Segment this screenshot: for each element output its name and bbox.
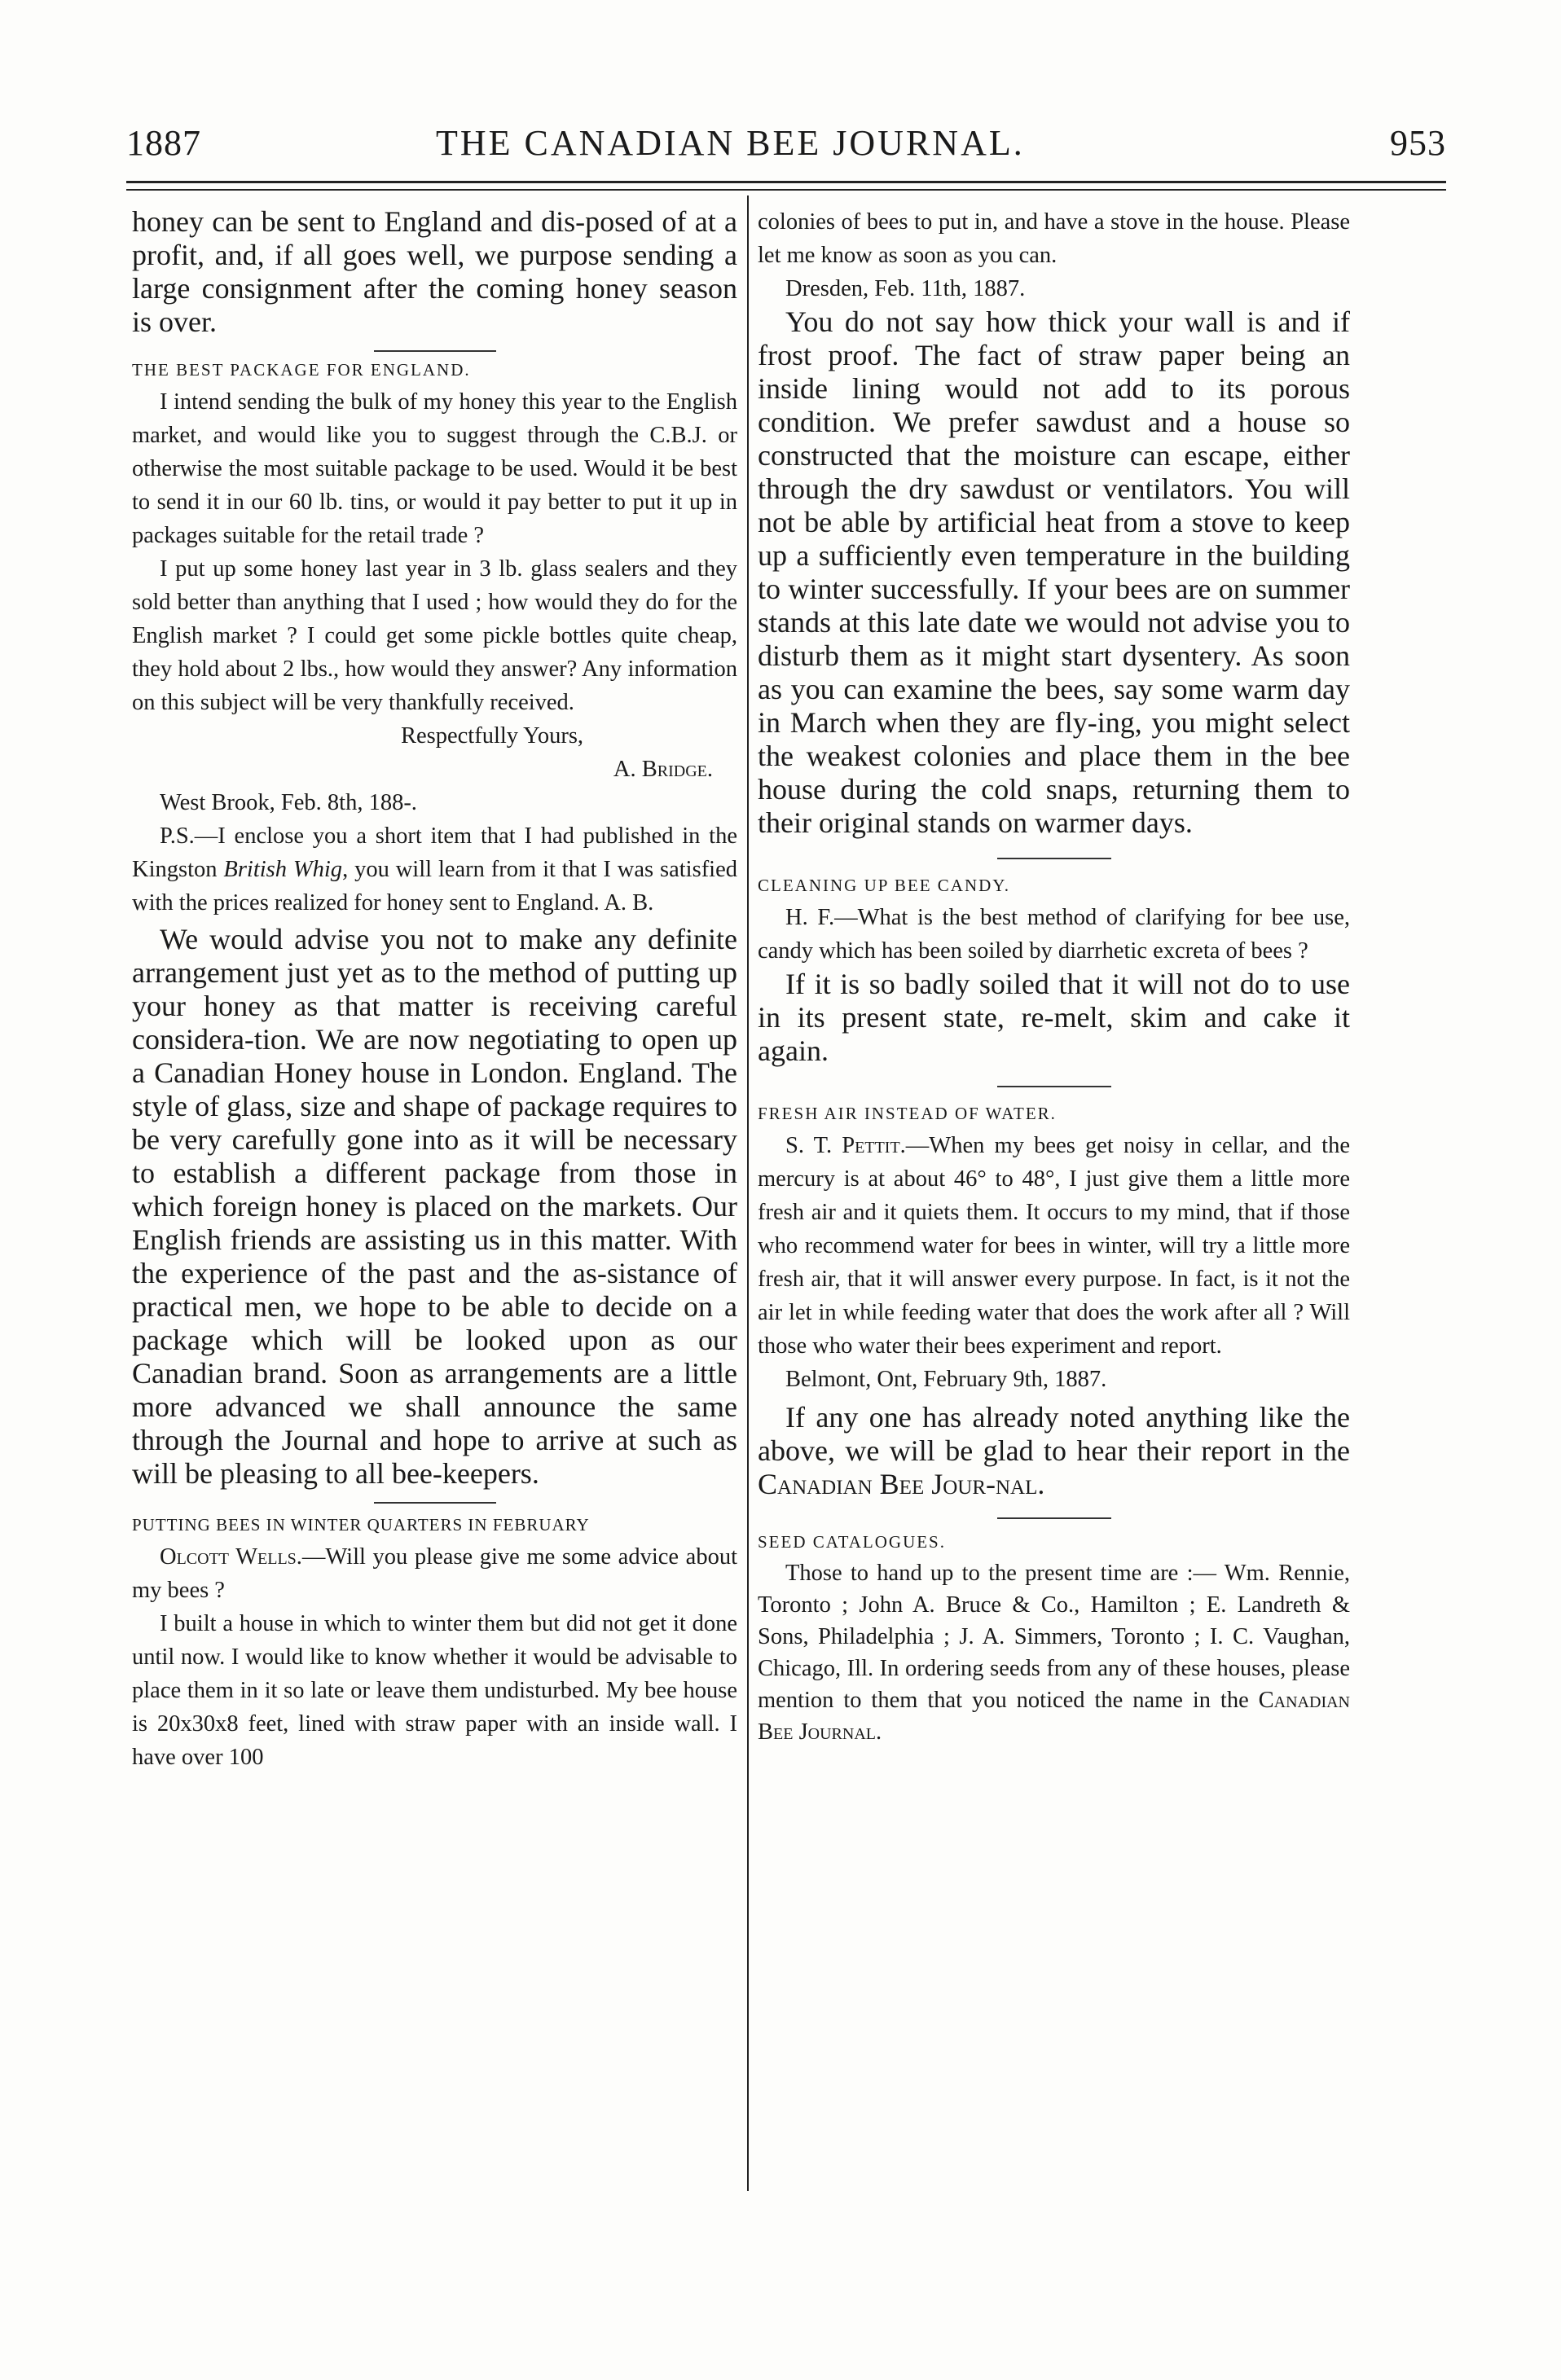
- postscript-suffix: , you will learn from it that I was satisfied with the prices realized for honey sent to England. A. B.: [132, 857, 737, 916]
- winter-question-text: —Will you please give me some advice about my bees ?: [132, 1544, 737, 1603]
- left-intro: honey can be sent to England and dis-posed of at a profit, and, if all goes well, we purpose sending a large consignment after the coming honey season is over.: [132, 205, 737, 338]
- right-column: [758, 205, 1350, 1748]
- place-date: West Brook, Feb. 8th, 188-.: [160, 790, 417, 815]
- header-rule-bottom: [126, 189, 1446, 191]
- winter-details: I built a house in which to winter them but did not get it done until now. I would like to know whether it would be advisable to place them in it so late or leave them undisturbed. My bee house is 20x30x8 feet, lined with straw paper with an inside wall. I have over 100: [132, 1611, 737, 1770]
- editor-reply-fresh-air: [758, 1401, 1350, 1501]
- winter-continuation: colonies of bees to put in, and have a stove in the house. Please let me know as soon as you can.: [758, 209, 1350, 268]
- separator: [374, 1502, 496, 1504]
- section-heading-best-package: THE BEST PACKAGE FOR ENGLAND.: [132, 360, 471, 380]
- separator: [374, 350, 496, 352]
- separator: [997, 1517, 1111, 1519]
- section-heading-fresh-air: FRESH AIR INSTEAD OF WATER.: [758, 1104, 1057, 1123]
- fresh-air-author: S. T. Pettit.: [785, 1133, 906, 1158]
- belmont-date: Belmont, Ont, February 9th, 1887.: [785, 1367, 1107, 1392]
- seed-catalogues-body: Those to hand up to the present time are :— Wm. Rennie, Toronto ; John A. Bruce & Co., Hamilton ; E. Landreth & Sons, Philadelphia ; J. A. Simmers, Toronto ; I. C. Vaughan, Chicago, Ill. In ordering seeds from any of these houses, please mention to them that you noticed the name in the: [758, 1561, 1350, 1713]
- signature: A. Bridge.: [613, 757, 713, 782]
- journal-name: Canadian Bee Journal.: [758, 1688, 1350, 1745]
- column-divider: [747, 195, 749, 2191]
- left-column: [132, 205, 737, 1774]
- section-heading-seed-catalogues: SEED CATALOGUES.: [758, 1532, 946, 1552]
- fresh-air-reply-text: If any one has already noted anything like the above, we will be glad to hear their report in the: [758, 1401, 1350, 1467]
- editor-reply-wintering: You do not say how thick your wall is and if frost proof. The fact of straw paper being an inside lining would not add to its porous condition. We prefer sawdust and a house so constructed that the moisture can escape, either through the dry sawdust or ventilators. You will not be able by artificial heat from a stove to keep up a sufficiently even temperature in the building to winter successfully. If your bees are on summer stands at this late date we would not advise you to disturb them as it might start dysentery. As soon as you can examine the bees, say some warm day in March when they are fly-ing, you might select the weakest colonies and place them in the bee house during the cold snaps, returning them to their original stands on warmer days.: [758, 305, 1350, 839]
- header-year: 1887: [126, 123, 201, 163]
- winter-author: Olcott Wells.: [160, 1544, 302, 1570]
- postscript: [132, 819, 737, 920]
- seed-catalogues-text: [758, 1557, 1350, 1748]
- postscript-prefix: P.S.—I enclose you a short item that I had published in the Kingston: [132, 823, 737, 882]
- fresh-air-letter: [758, 1129, 1350, 1363]
- best-package-paragraph-1: I intend sending the bulk of my honey this year to the English market, and would like you to suggest through the C.B.J. or otherwise the most suitable package to be used. Would it be best to send it in our 60 lb. tins, or would it pay better to put it up in packages suitable for the retail trade ?: [132, 389, 737, 548]
- journal-title: THE CANADIAN BEE JOURNAL.: [436, 123, 1025, 163]
- fresh-air-text: —When my bees get noisy in cellar, and the mercury is at about 46° to 48°, I just give them a little more fresh air and it quiets them. It occurs to my mind, that if those who recommend water for bees in winter, will try a little more fresh air, that it will answer every purpose. In fact, is it not the air let in while feeding water that does the work after all ? Will those who water their bees experiment and report.: [758, 1133, 1350, 1359]
- winter-question: [132, 1540, 737, 1607]
- section-heading-bee-candy: CLEANING UP BEE CANDY.: [758, 876, 1011, 895]
- editor-reply-packaging: We would advise you not to make any definite arrangement just yet as to the method of putting up your honey as that matter is receiving careful considera-tion. We are now negotiating to open up a Canadian Honey house in London. England. The style of glass, size and shape of package requires to be very carefully gone into as it will be necessary to establish a different package from those in which foreign honey is placed on the markets. Our English friends are assisting us in this matter. With the experience of the past and the as-sistance of practical men, we hope to be able to decide on a package which will be looked upon as our Canadian brand. Soon as arrangements are a little more advanced we shall announce the same through the Journal and hope to arrive at such as will be pleasing to all bee-keepers.: [132, 923, 737, 1490]
- header-rule-top: [126, 181, 1446, 183]
- dresden-date: Dresden, Feb. 11th, 1887.: [785, 276, 1026, 301]
- candy-answer: If it is so badly soiled that it will not do to use in its present state, re-melt, skim and cake it again.: [758, 968, 1350, 1067]
- page-number: 953: [1390, 123, 1446, 163]
- separator: [997, 858, 1111, 859]
- candy-question: H. F.—What is the best method of clarifying for bee use, candy which has been soiled by diarrhetic excreta of bees ?: [758, 905, 1350, 964]
- closing: Respectfully Yours,: [401, 723, 584, 749]
- best-package-paragraph-2: I put up some honey last year in 3 lb. glass sealers and they sold better than anything that I used ; how would they do for the English market ? I could get some pickle bottles quite cheap, they hold about 2 lbs., how would they answer? Any information on this subject will be very thankfully received.: [132, 556, 737, 715]
- journal-name: Canadian Bee Jour-nal.: [758, 1468, 1045, 1500]
- section-heading-winter-quarters: PUTTING BEES IN WINTER QUARTERS IN FEBRUARY: [132, 1515, 590, 1535]
- newspaper-name: British Whig: [223, 857, 343, 882]
- separator: [997, 1086, 1111, 1087]
- page-header: [126, 122, 1446, 171]
